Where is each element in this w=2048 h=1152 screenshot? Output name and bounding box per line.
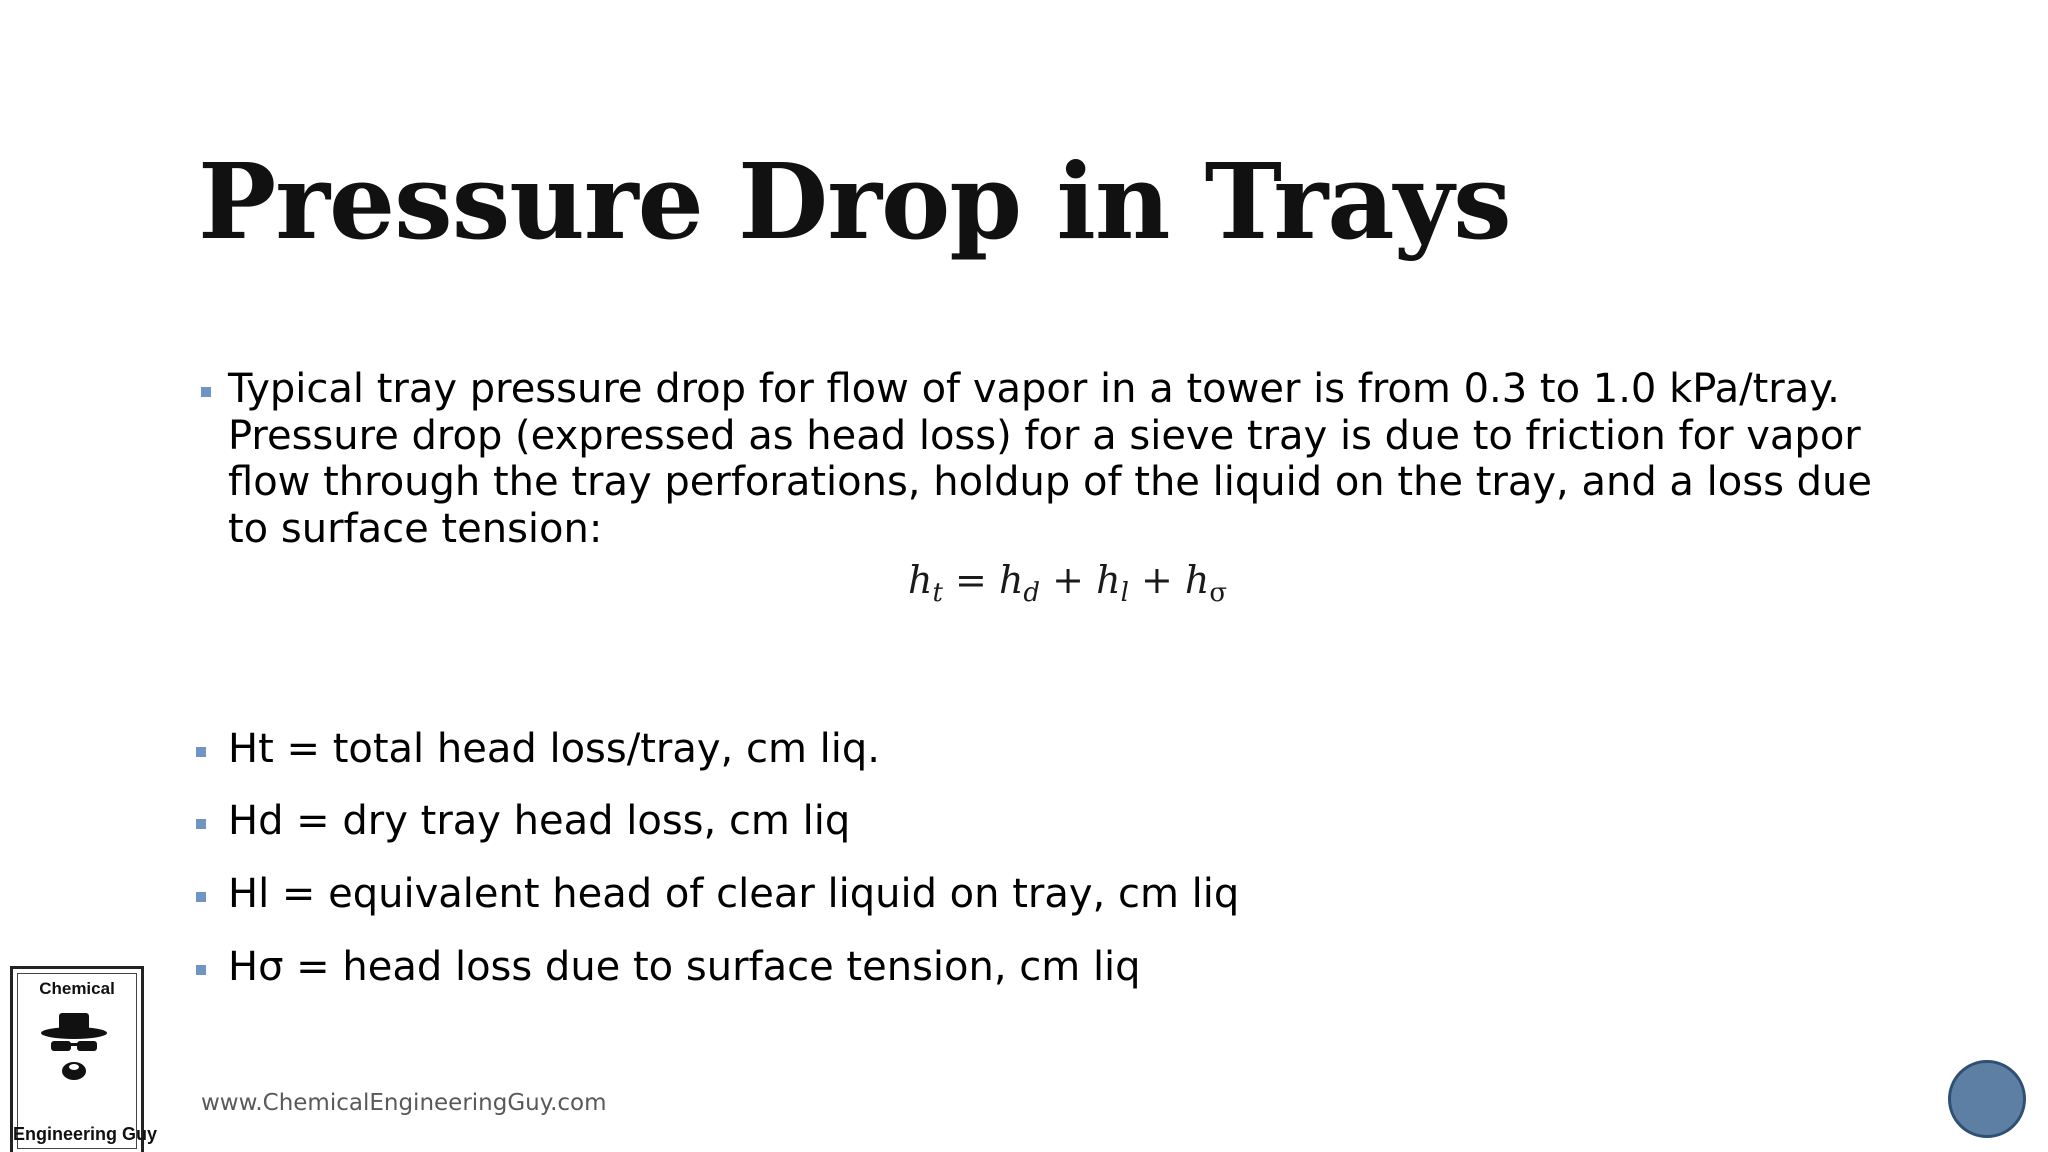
intro-line: Pressure drop (expressed as head loss) for a sieve tray is due to friction for vapor: [228, 412, 1861, 459]
bullet-marker: [201, 387, 211, 397]
intro-line: to surface tension:: [228, 505, 603, 552]
definition-text: Ht = total head loss/tray, cm liq.: [228, 726, 880, 772]
intro-line: Typical tray pressure drop for flow of vapor in a tower is from 0.3 to 1.0 kPa/tray.: [228, 366, 1840, 412]
bullet-marker: [196, 965, 206, 975]
definition-item: [196, 871, 1239, 917]
slide-nav-button[interactable]: [1948, 1060, 2026, 1138]
definition-text: Hd = dry tray head loss, cm liq: [228, 798, 851, 844]
intro-paragraph: [228, 366, 1872, 552]
logo-bottom-text: Engineering Guy: [13, 1124, 158, 1144]
bullet-marker: [196, 747, 206, 757]
definition-text: Hσ = head loss due to surface tension, cm liq: [228, 944, 1141, 990]
definition-item: [196, 726, 880, 772]
definition-text: Hl = equivalent head of clear liquid on tray, cm liq: [228, 871, 1240, 917]
brand-logo: [10, 966, 158, 1152]
slide-title: Pressure Drop in Trays: [198, 140, 1511, 263]
head-loss-equation: $h_t = h_d + h_l + h_\sigma$: [908, 558, 1228, 608]
footer-url: www.ChemicalEngineeringGuy.com: [201, 1090, 607, 1116]
definition-item: [196, 798, 850, 844]
bullet-marker: [196, 892, 206, 902]
intro-line: flow through the tray perforations, holdup of the liquid on the tray, and a loss due: [228, 459, 1872, 505]
hat-figure-icon: [39, 1011, 109, 1091]
logo-top-text: Chemical: [39, 979, 115, 998]
definition-item: [196, 944, 1141, 990]
bullet-marker: [196, 819, 206, 829]
